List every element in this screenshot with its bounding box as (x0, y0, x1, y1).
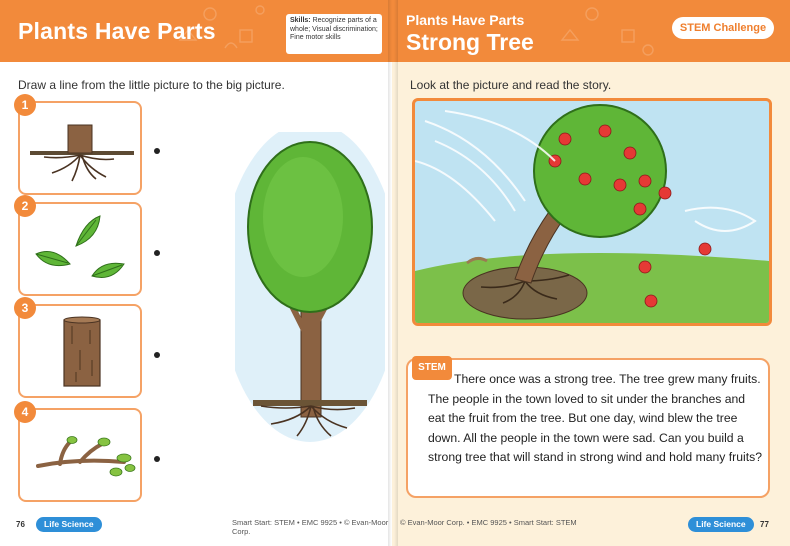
skills-text: Recognize parts of a whole; Visual discrimination; Fine motor skills (290, 17, 378, 42)
windy-tree-illustration[interactable] (412, 98, 772, 326)
matching-dot-4[interactable] (154, 456, 160, 462)
subject-pill: Life Science (36, 517, 102, 532)
story-box (406, 358, 770, 498)
picture-card-1[interactable] (18, 98, 142, 195)
item-number-badge: 3 (14, 297, 36, 319)
page-number: 77 (760, 520, 769, 529)
leaves-icon (20, 204, 144, 298)
matching-dot-1[interactable] (154, 148, 160, 154)
story-text: There once was a strong tree. The tree grew many fruits. The people in the town loved to sit under the branches and eat the fruit from the tree. But one day, wind blew the tree down. All the people in the town were sad. Can you build a strong tree that will stand in strong wind and hold many fruits? (428, 372, 762, 465)
item-number-badge: 4 (14, 401, 36, 423)
branch-icon (20, 410, 144, 504)
trunk-icon (20, 306, 144, 400)
footer-text: © Evan-Moor Corp. • EMC 9925 • Smart Start: STEM (400, 518, 577, 527)
book-spine (388, 0, 398, 546)
left-page (0, 0, 392, 546)
picture-card-3[interactable] (18, 301, 142, 398)
falling-tree-scene (415, 101, 769, 323)
instruction-text: Look at the picture and read the story. (410, 78, 612, 92)
page-title: Plants Have Parts (18, 18, 216, 44)
skills-box (286, 14, 382, 54)
item-number-badge: 2 (14, 195, 36, 217)
matching-dot-3[interactable] (154, 352, 160, 358)
footer-text: Smart Start: STEM • EMC 9925 • © Evan-Moor Corp. (232, 518, 389, 536)
roots-and-stump-icon (20, 103, 144, 197)
big-tree-illustration[interactable] (235, 132, 385, 462)
right-header-band (392, 0, 790, 62)
picture-card-4[interactable] (18, 405, 142, 502)
left-header-band (0, 0, 392, 62)
picture-card-2[interactable] (18, 199, 142, 296)
page-title: Strong Tree (406, 29, 534, 55)
stem-label-badge: STEM (412, 356, 452, 380)
page-kicker: Plants Have Parts (406, 12, 525, 28)
skills-label: Skills: (290, 17, 311, 24)
right-page (392, 0, 790, 546)
page-number: 76 (16, 520, 25, 529)
item-number-badge: 1 (14, 94, 36, 116)
stem-challenge-badge: STEM Challenge (672, 17, 774, 39)
matching-dot-2[interactable] (154, 250, 160, 256)
instruction-text: Draw a line from the little picture to the big picture. (18, 78, 285, 92)
subject-pill: Life Science (688, 517, 754, 532)
